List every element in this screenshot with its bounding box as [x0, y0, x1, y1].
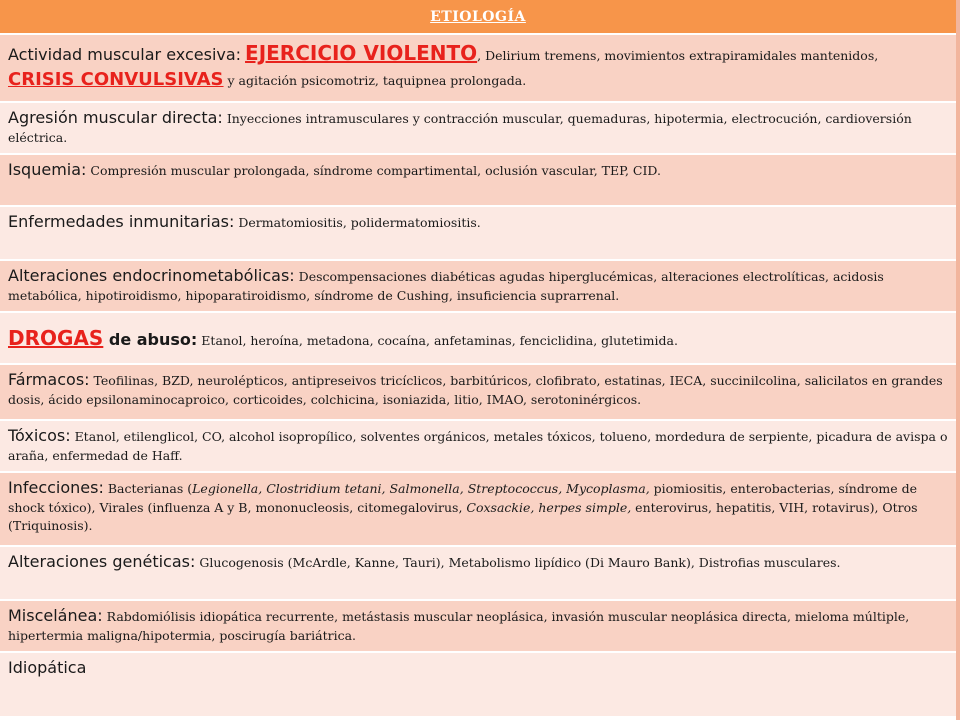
row-label: Alteraciones endocrinometabólicas:	[8, 266, 295, 285]
row-label: Tóxicos:	[8, 426, 71, 445]
table-row: Actividad muscular excesiva: EJERCICIO VIOLENTO, Delirium tremens, movimientos extrapiramidales mantenidos, CRISIS CONVULSIVAS y agitación psicomotriz, taquipnea prolongada.	[0, 34, 956, 102]
table-row	[0, 546, 956, 600]
row-label: Enfermedades inmunitarias:	[8, 212, 235, 231]
slide-edge-strip	[956, 0, 960, 720]
table-row	[0, 206, 956, 260]
row-desc: Rabdomiólisis idiopática recurrente, metástasis muscular neoplásica, invasión muscular neoplásica directa, mieloma múltiple, hipertermia maligna/hipotermia, poscirugía bariátrica.	[8, 609, 910, 644]
table-row	[0, 260, 956, 312]
row-label: de abuso:	[103, 330, 198, 349]
row-desc: Compresión muscular prolongada, síndrome compartimental, oclusión vascular, TEP, CID.	[90, 163, 661, 178]
row-desc: , Delirium tremens, movimientos extrapiramidales mantenidos,	[477, 48, 879, 63]
row-desc: Descompensaciones diabéticas agudas hiperglucémicas, alteraciones electrolíticas, acidosis metabólica, hipotiroidismo, hipoparatiroidismo, síndrome de Cushing, insuficiencia suprarrenal.	[8, 269, 884, 304]
table-title: ETIOLOGÍA	[0, 0, 956, 34]
table-row	[0, 420, 956, 472]
row-desc: Etanol, etilenglicol, CO, alcohol isopropílico, solventes orgánicos, metales tóxicos, tolueno, mordedura de serpiente, picadura de avispa o araña, enfermedad de Haff.	[8, 429, 948, 464]
table-row	[0, 600, 956, 652]
row-label: Fármacos:	[8, 370, 90, 389]
row-label: Agresión muscular directa:	[8, 108, 223, 127]
highlight-drogas: DROGAS	[8, 326, 104, 350]
table-row	[0, 102, 956, 154]
row-desc: Dermatomiositis, polidermatomiositis.	[238, 215, 481, 230]
row-desc: Glucogenosis (McArdle, Kanne, Tauri), Metabolismo lipídico (Di Mauro Bank), Distrofias musculares.	[199, 555, 841, 570]
highlight-crisis: CRISIS CONVULSIVAS	[8, 69, 224, 90]
table-row: Infecciones: Bacterianas (Legionella, Clostridium tetani, Salmonella, Streptococcus, Mycoplasma, piomiositis, enterobacterias, síndrome de shock tóxico), Virales (influenza A y B, mononucleosis, citomegalovirus, Coxsackie, herpes simple, enterovirus, hepatitis, VIH, rotavirus), Otros (Triquinosis).	[0, 472, 956, 546]
row-desc-end: y agitación psicomotriz, taquipnea prolongada.	[223, 73, 527, 88]
table-row	[0, 154, 956, 206]
row-label: Idiopática	[8, 658, 87, 677]
row-label: Isquemia:	[8, 160, 87, 179]
row-label: Miscelánea:	[8, 606, 103, 625]
row-desc: Teofilinas, BZD, neurolépticos, antipreseivos tricíclicos, barbitúricos, clofibrato, estatinas, IECA, succinilcolina, salicilatos en grandes dosis, ácido epsilonaminocaproico, corticoides, colchicina, isoniazida, litio, IMAO, serotoninérgicos.	[8, 373, 943, 408]
table-row	[0, 364, 956, 420]
highlight-ejercicio: EJERCICIO VIOLENTO	[245, 41, 478, 65]
row-desc: Etanol, heroína, metadona, cocaína, anfetaminas, fenciclidina, glutetimida.	[201, 333, 678, 348]
table-row	[0, 312, 956, 364]
row-label: Infecciones:	[8, 478, 104, 497]
row-label: Actividad muscular excesiva	[8, 45, 236, 64]
row-desc: Inyecciones intramusculares y contracción muscular, quemaduras, hipotermia, electrocución, cardioversión eléctrica.	[8, 111, 912, 146]
row-label: Alteraciones genéticas:	[8, 552, 196, 571]
table-row	[0, 652, 956, 717]
